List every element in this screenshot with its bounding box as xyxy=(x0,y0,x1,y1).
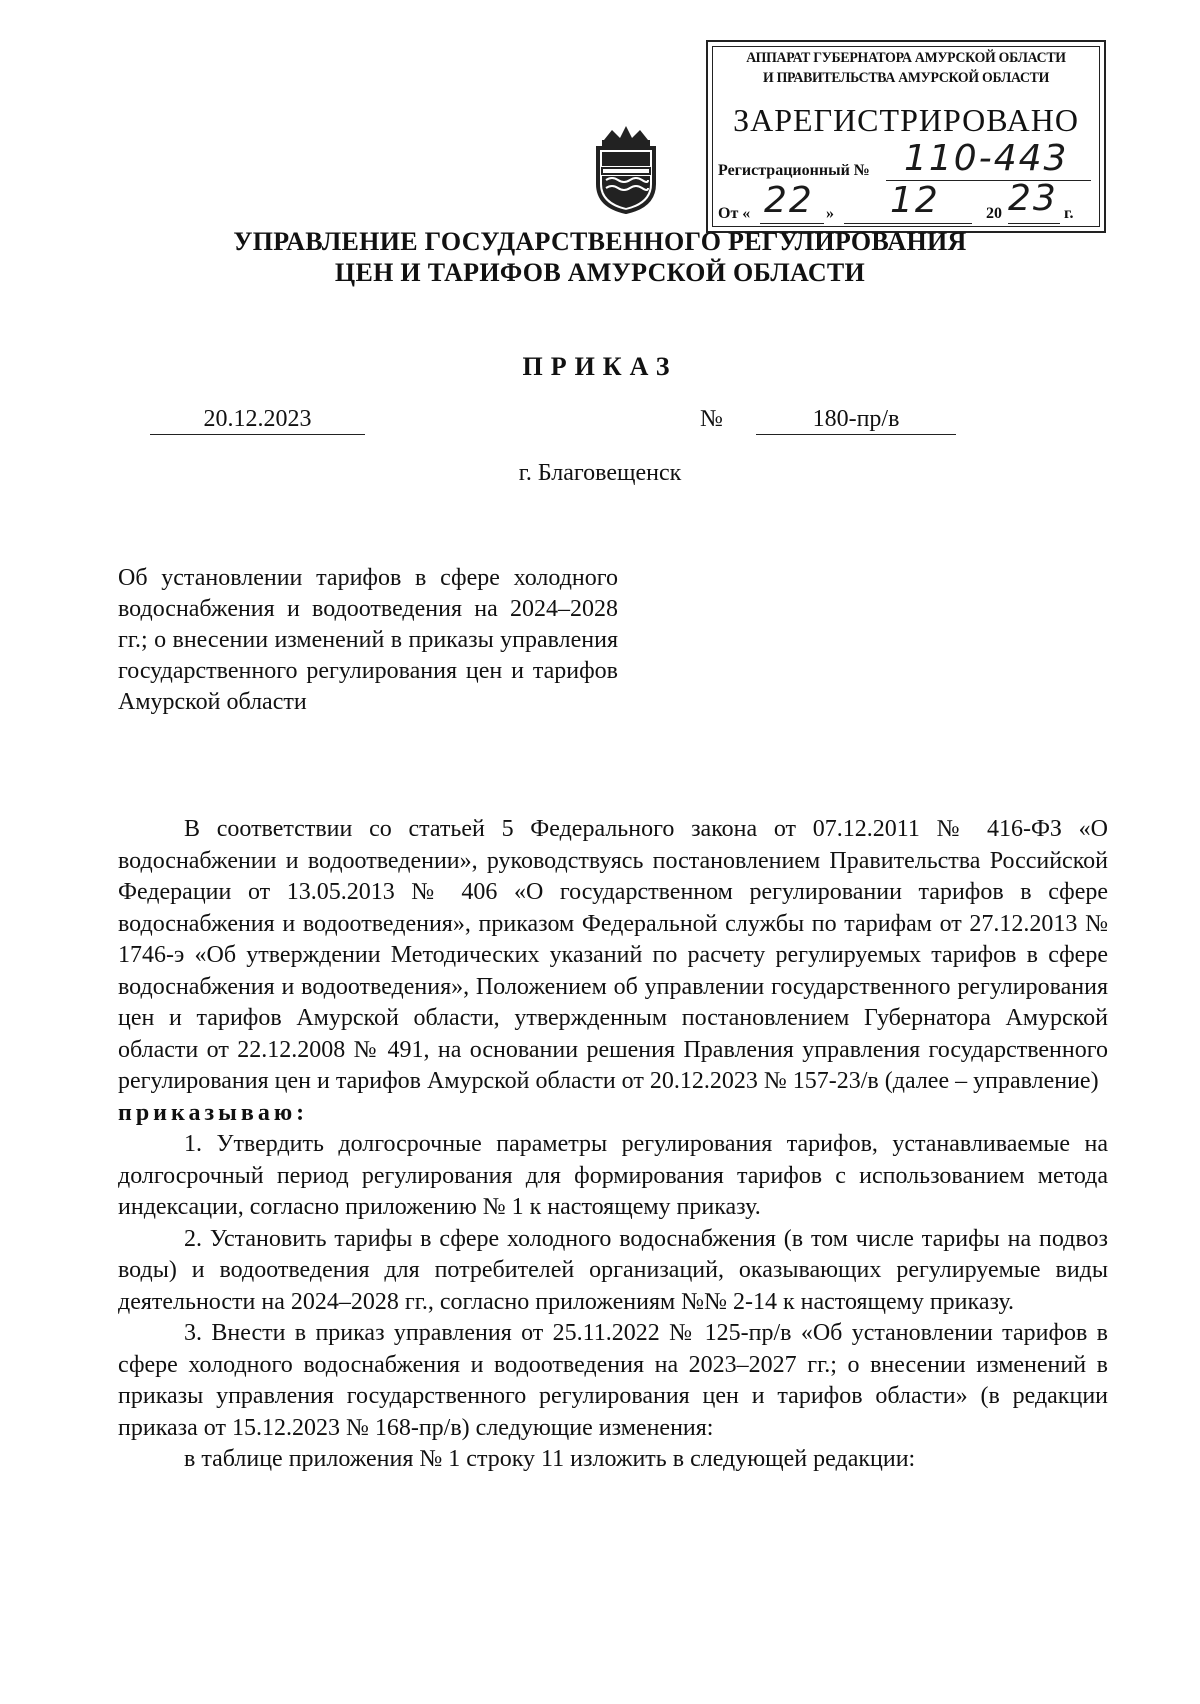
stamp-reg-number-label: Регистрационный № xyxy=(718,162,870,179)
order-item-2: 2. Установить тарифы в сфере холодного водоснабжения (в том числе тарифы на подвоз воды) и водоотведения для потребителей организаций, оказывающих регулируемые виды деятельности на 2024–2028 гг., согласно приложениям №№ 2-14 к настоящему приказу. xyxy=(118,1225,1108,1315)
order-number: 180-пр/в xyxy=(812,406,900,432)
stamp-date-prefix: От « xyxy=(718,205,751,222)
stamp-year-prefix: 20 xyxy=(986,205,1002,222)
order-city: г. Благовещенск xyxy=(518,460,682,486)
order-word: приказываю: xyxy=(118,1099,309,1126)
order-item-1: 1. Утвердить долгосрочные параметры регулирования тарифов, устанавливаемые на долгосрочный период регулирования для формирования тарифов с использованием метода индексации, согласно приложению № 1 к настоящему приказу. xyxy=(118,1131,1108,1220)
order-number-label: № xyxy=(700,406,723,432)
stamp-org-line2: И ПРАВИТЕЛЬСТВА АМУРСКОЙ ОБЛАСТИ xyxy=(762,70,1050,86)
stamp-month-underline xyxy=(844,223,972,224)
stamp-day: 22 xyxy=(764,180,814,221)
authority-title-line1: УПРАВЛЕНИЕ ГОСУДАРСТВЕННОГО РЕГУЛИРОВАНИЯ xyxy=(233,227,967,256)
stamp-org-line1: АППАРАТ ГУБЕРНАТОРА АМУРСКОЙ ОБЛАСТИ xyxy=(746,50,1066,66)
order-item-3: 3. Внести в приказ управления от 25.11.2022 № 125-пр/в «Об установлении тарифов в сфере холодного водоснабжения и водоотведения на 2023–2027 гг.; о внесении изменений в приказы управления государственного регулирования цен и тарифов области» (в редакции приказа от 15.12.2023 № 168-пр/в) следующие изменения: xyxy=(118,1320,1108,1441)
order-body xyxy=(118,814,1108,1476)
order-item-3-note: в таблице приложения № 1 строку 11 изложить в следующей редакции: xyxy=(184,1446,916,1472)
doc-type-title: ПРИКАЗ xyxy=(522,352,678,381)
stamp-registered: ЗАРЕГИСТРИРОВАНО xyxy=(733,102,1079,138)
order-date-underline xyxy=(150,434,365,435)
authority-title-line2: ЦЕН И ТАРИФОВ АМУРСКОЙ ОБЛАСТИ xyxy=(334,258,866,287)
order-number-underline xyxy=(756,434,956,435)
stamp-year-unit: г. xyxy=(1064,205,1074,222)
stamp-year-suffix: 23 xyxy=(1008,178,1058,219)
stamp-reg-number-value: 110-443 xyxy=(904,138,1069,179)
preamble-paragraph: В соответствии со статьей 5 Федерального закона от 07.12.2011 № 416-ФЗ «О водоснабжении и водоотведении», руководствуясь постановлением Правительства Российской Федерации от 13.05.2013 № 406 «О государственном регулировании тарифов в сфере водоснабжения и водоотведения», приказом Федеральной службы по тарифам от 27.12.2013 № 1746-э «Об утверждении Методических указаний по расчету регулируемых тарифов в сфере водоснабжения и водоотведения», Положением об управлении государственного регулирования цен и тарифов Амурской области, утвержденным постановлением Губернатора Амурской области от 22.12.2008 № 491, на основании решения Правления управления государственного регулирования цен и тарифов Амурской области от 20.12.2023 № 157-23/в (далее – управление) xyxy=(118,816,1108,1094)
registration-stamp xyxy=(706,40,1106,233)
stamp-day-underline xyxy=(760,223,824,224)
stamp-month: 12 xyxy=(890,180,940,221)
stamp-year-underline xyxy=(1008,223,1060,224)
coat-of-arms-icon xyxy=(592,122,660,214)
order-date: 20.12.2023 xyxy=(203,406,312,432)
stamp-day-suffix: » xyxy=(826,205,834,222)
order-subject: Об установлении тарифов в сфере холодного водоснабжения и водоотведения на 2024–2028 гг.; о внесении изменений в приказы управления государственного регулирования цен и тарифов Амурской области xyxy=(118,565,618,715)
